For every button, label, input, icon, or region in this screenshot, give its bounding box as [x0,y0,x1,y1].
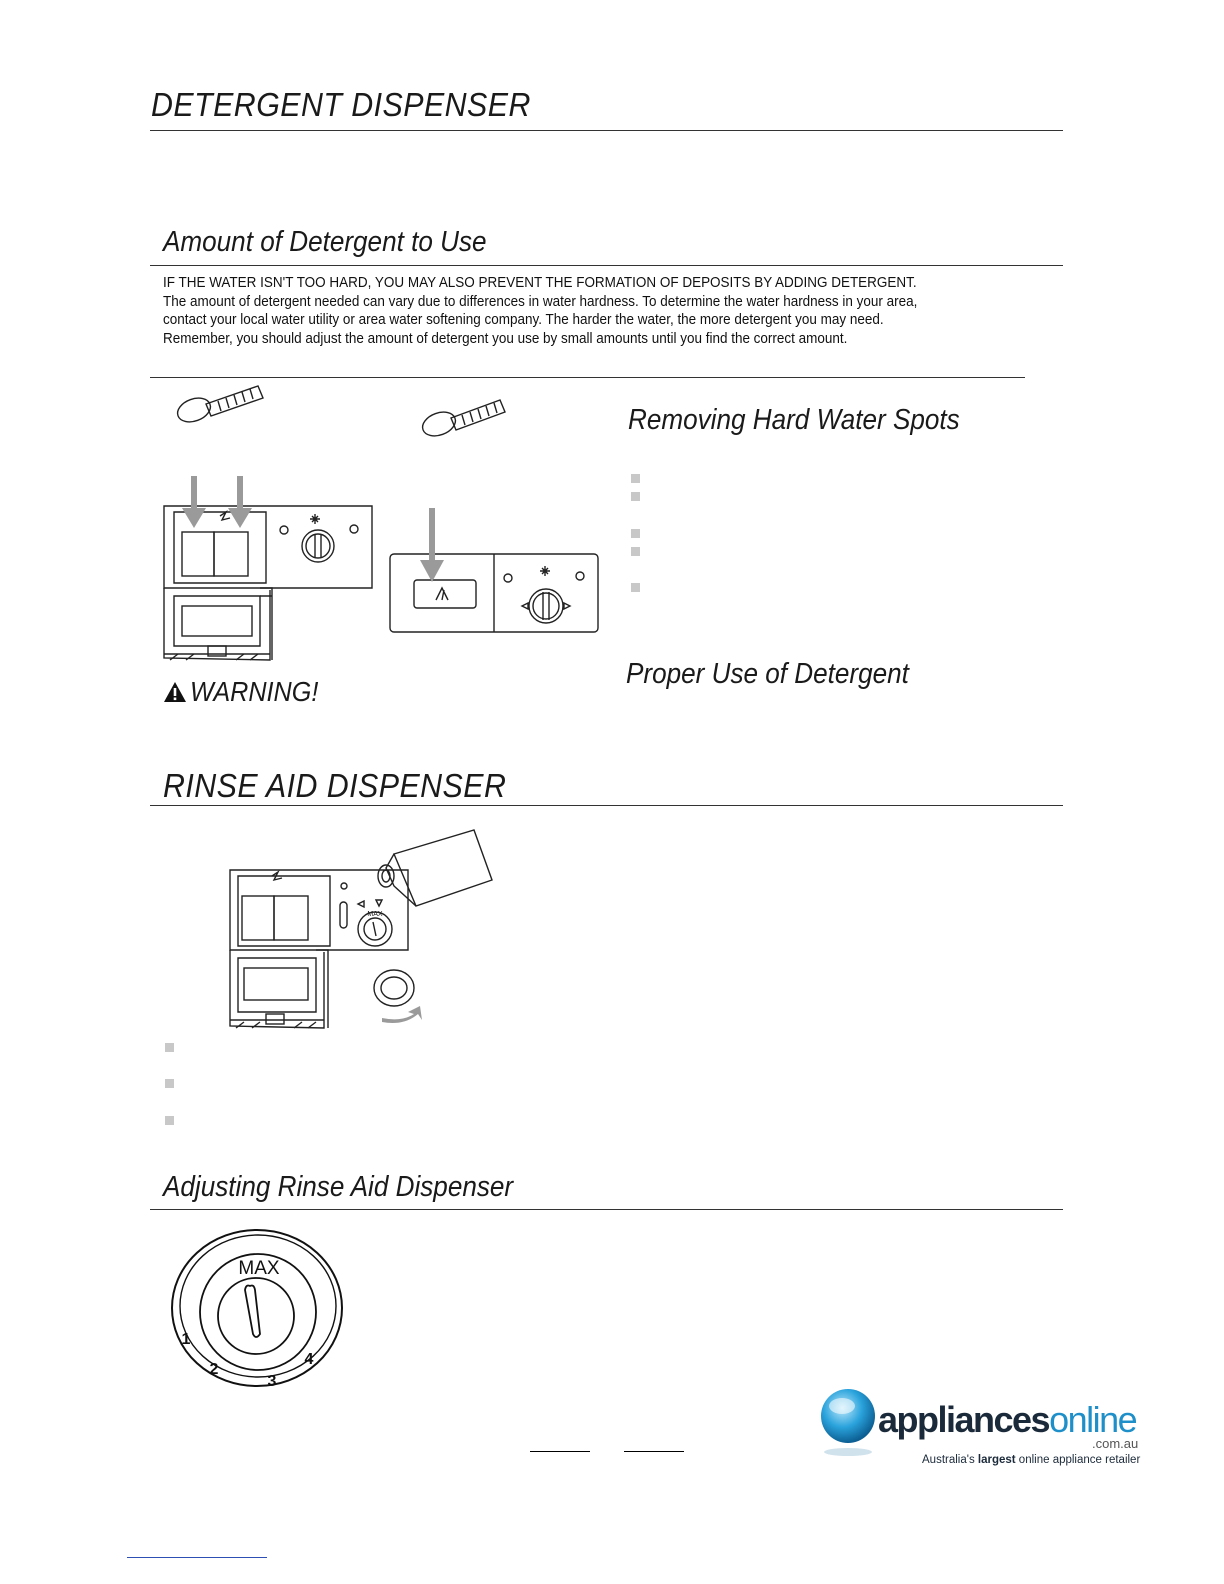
arrow-icons-left [182,476,252,528]
amount-line-3: contact your local water utility or area water softening company. The harder the water, the more detergent you may need. [163,312,884,328]
key-icon-right [419,400,505,440]
warning-block [163,676,333,708]
bullet [631,529,640,538]
warning-heading: WARNING! [190,676,319,707]
small-dial-max-label: MAX [367,911,383,918]
dial-tick-4: 4 [304,1351,314,1368]
key-icon-left [174,386,263,426]
page-title: DETERGENT DISPENSER [151,86,531,123]
footer-underline-left [530,1451,590,1452]
dial-max-label: MAX [238,1258,280,1279]
adjusting-rule [150,1209,1063,1210]
section-heading-hard-water: Removing Hard Water Spots [628,404,960,436]
rotate-arrow-icon [382,1006,422,1023]
bullet [631,583,640,592]
rinse-aid-dispenser-illustration [218,826,503,1036]
amount-line-2: The amount of detergent needed can vary due to differences in water hardness. To determine the water hardness in your area, [163,293,918,310]
footer-link-underline[interactable] [127,1557,267,1558]
logo-tagline-post: online appliance retailer [1015,1454,1141,1466]
section-heading-amount: Amount of Detergent to Use [163,226,487,258]
amount-line-4: Remember, you should adjust the amount of detergent you use by small amounts until you find the correct amount. [163,330,848,347]
logo-wordmark [878,1400,1136,1440]
bullet [165,1079,174,1088]
logo-brand-main: appliances [878,1399,1050,1440]
detergent-dispenser-illustration [150,378,610,668]
amount-line-1: IF THE WATER ISN'T TOO HARD, YOU MAY ALSO PREVENT THE FORMATION OF DEPOSITS BY ADDING DETERGENT. [163,275,917,291]
logo-tagline-pre: Australia's [922,1454,978,1466]
section-title-rinse-aid: RINSE AID DISPENSER [163,767,507,804]
dispenser-closed [390,554,598,632]
dial-tick-3: 3 [267,1373,277,1390]
footer-underline-right [624,1451,684,1452]
section-heading-proper-use: Proper Use of Detergent [626,658,909,690]
section-heading-adjusting: Adjusting Rinse Aid Dispenser [163,1171,514,1203]
bullet [631,492,640,501]
logo-brand-accent: online [1049,1399,1137,1440]
logo-tagline [922,1454,1140,1466]
rinse-aid-dial-illustration [166,1222,348,1392]
logo-domain: .com.au [1092,1436,1139,1451]
dial-tick-1: 1 [181,1331,191,1348]
appliances-online-logo[interactable] [812,1384,1156,1474]
logo-globe-icon [816,1386,880,1458]
dial-tick-2: 2 [209,1361,219,1378]
bullet [165,1116,174,1125]
title-rule [150,130,1063,131]
bullet [631,474,640,483]
amount-paragraph [163,274,974,348]
dispenser-open-lid [164,506,372,660]
arrow-icon-right [420,508,444,582]
bullet [165,1043,174,1052]
rinse-aid-rule [150,805,1063,806]
logo-tagline-bold: largest [977,1454,1016,1466]
warning-triangle-icon [163,681,187,703]
bullet [631,547,640,556]
amount-rule [150,265,1063,266]
